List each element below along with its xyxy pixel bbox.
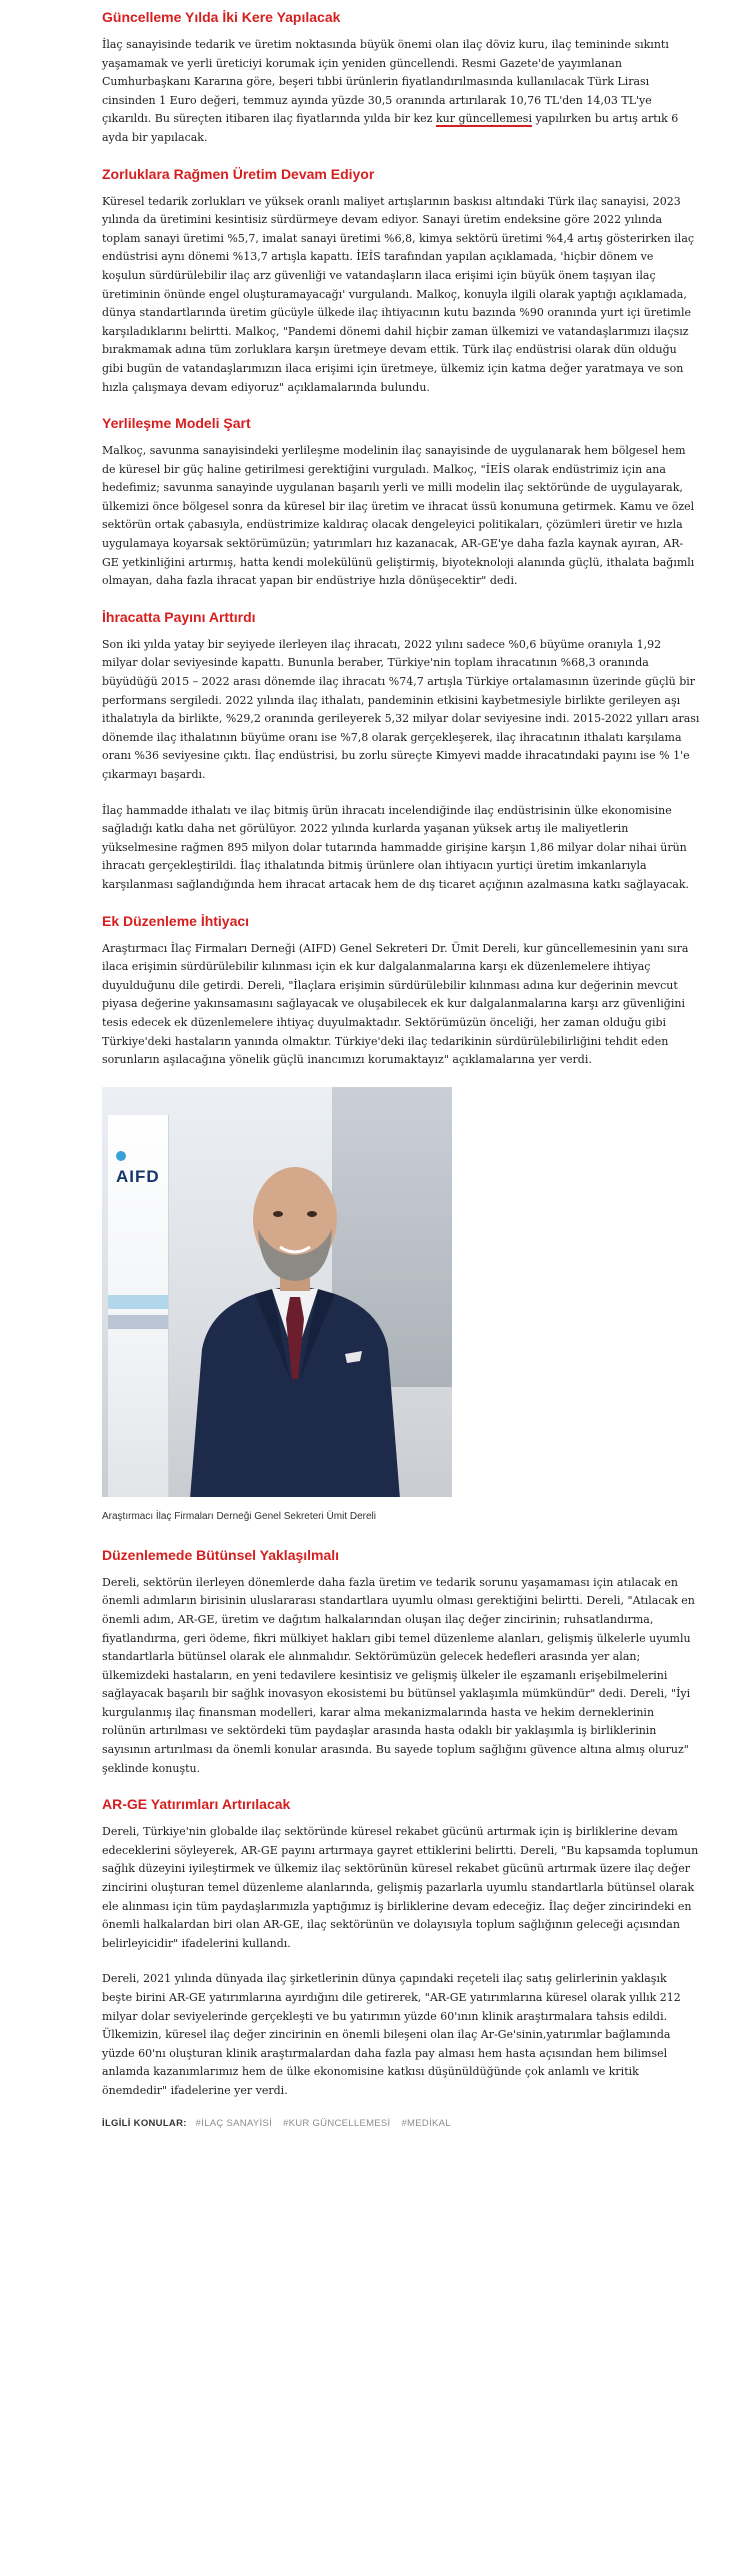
logo-dot-icon — [116, 1151, 126, 1161]
section-heading: AR-GE Yatırımları Artırılacak — [102, 1796, 291, 1813]
section-heading: Zorluklara Rağmen Üretim Devam Ediyor — [102, 165, 375, 182]
tag-link[interactable]: #İLAÇ SANAYİSİ — [195, 2117, 273, 2129]
article-figure — [102, 1087, 452, 1522]
paragraph: Dereli, Türkiye'nin globalde ilaç sektöründe küresel rekabet gücünü artırmak için iş birliklerine devam edeceklerini söyleyerek, AR-GE payını artırmaya gayret ettiklerini belirtti. Dereli, "Bu kapsamda toplumun sağlık düzeyini iyileştirmek ve ülkemiz ilaç sektörünün küresel rekabet gücünü artırmak üzere ilaç değer zincirini oluşturan temel düzenleme alanlarında, gelişmiş pazarlarla uyumlu standartlarla bütünsel olarak ele alınması için tüm paydaşlarımızla yaptığımız iş birliklerine devam edeceğiz. İlaç değer zincirindeki en önemli halkalardan biri olan AR-GE, ilaç sektörünün ve dolayısıyla toplum sağlığının geleceği açısından belirleyicidir" ifadelerini kullandı. — [102, 1825, 699, 1950]
figure-caption: Araştırmacı İlaç Firmaları Derneği Genel Sekreteri Ümit Dereli — [102, 1510, 376, 1522]
section-heading: İhracatta Payını Arttırdı — [102, 608, 256, 625]
section-heading: Yerlileşme Modeli Şart — [102, 415, 251, 432]
kur-guncellemesi-link[interactable]: kur güncellemesi — [435, 112, 532, 126]
paragraph: Küresel tedarik zorlukları ve yüksek oranlı maliyet artışlarının baskısı altındaki Türk ilaç sanayisi, 2023 yılında da üretimini kesintisiz sürdürmeye devam ediyor. Sanayi üretim endeksine göre 2022 yılında toplam sanayi üretimi %5,7, imalat sanayi üretimi %6,8, kimya sektörü üretimi %4,4 artış gösterirken ilaç endüstrisi aynı dönemi %13,7 artışla kapattı. İEİS tarafından yapılan açıklamada, 'hiçbir dönem ve koşulun sürdürülebilir ilaç arz güvenliği ve vatandaşların ilaca erişimi için büyük önem taşıyan ilaç üretiminin önünde engel oluşturamayacağı' vurgulandı. Malkoç, konuyla ilgili olarak yaptığı açıklamada, dünya standartlarında üretim gücüyle ülkede ilaç ihtiyacının kutu bazında %90 oranında yurt içi üretimle karşıladıklarını belirtti. Malkoç, "Pandemi dönemi dahil hiçbir zaman ülkemizi ve vatandaşlarımızı ilaçsız bırakmamak adına tüm zorluklara karşın üretmeye devam ettik. Türk ilaç endüstrisi olarak dün olduğu gibi bugün de vatandaşlarımızın ilaca erişimi için üretmeye, ülkemiz için katma değer yaratmaya ve son hızla çalışmaya devam ediyoruz" açıklamalarında bulundu. — [102, 194, 695, 394]
banner-stripe — [108, 1295, 168, 1309]
person-figure — [180, 1119, 410, 1497]
section-heading: Düzenlemede Bütünsel Yaklaşılmalı — [102, 1546, 340, 1563]
section-heading: Güncelleme Yılda İki Kere Yapılacak — [102, 9, 341, 25]
banner-stripe — [108, 1315, 168, 1329]
paragraph: Malkoç, savunma sanayisindeki yerlileşme modelinin ilaç sanayisinde de uygulanarak hem bölgesel hem de küresel bir güç haline getirilmesi gerektiğini vurguladı. Malkoç, "İEİS olarak endüstrimiz için ana hedefimiz; savunma sanayinde uygulanan başarılı yerli ve milli modelin ilaç sektöründe de uygulayarak, ülkemizi önce bölgesel sonra da küresel bir ilaç üretim ve ihracat üssü konumuna getirmek. Kamu ve özel sektörün ortak çabasıyla, endüstrimize kaldıraç olacak dengeleyici politikaları, çözümleri üretir ve hızla uygulamaya koyarsak sektörümüzün; yatırımları hız kazanacak, AR-GE'ye daha fazla kaynak ayıran, AR-GE yetkinliğini artırmış, hatta kendi molekülünü geliştirmiş, biyoteknoloji alanında güçlü, ithalata bağımlı olmayan, daha fazla ihracat yapan bir endüstriye hızla dönüşecektir" dedi. — [102, 444, 695, 588]
section-heading: Ek Düzenleme İhtiyacı — [102, 912, 250, 929]
paragraph: Dereli, 2021 yılında dünyada ilaç şirketlerinin dünya çapındaki reçeteli ilaç satış gelirlerinin yaklaşık beşte birini AR-GE yatırımlarına ayırdığını dile getirerek, "AR-GE yatırımlarına küresel olarak yıllık 212 milyar dolar seviyelerinde gerçekleşti ve bu yatırımın yüzde 60'ının klinik araştırmalara tahsis edildi. Ülkemizin, küresel ilaç değer zincirinin en önemli bileşeni olan ilaç Ar-Ge'sinin,yatırımlar bağlamında yüzde 60'nı oluşturan klinik araştırmalardan daha fazla pay alması hem hasta açısından hem bilimsel anlamda kazanımlarımız hem de ülke ekonomisine katkısı düşünüldüğünde çok anlamlı ve kritik önemdedir" ifadelerine yer verdi. — [102, 1972, 681, 2097]
aifd-logo: AIFD — [116, 1147, 168, 1187]
paragraph: İlaç hammadde ithalatı ve ilaç bitmiş ürün ihracatı incelendiğinde ilaç endüstrisinin ülke ekonomisine sağladığı katkı daha net görülüyor. 2022 yılında kurlarda yaşanan yüksek artış ile maliyetlerin yükselmesine rağmen 895 milyon dolar tutarında hammadde girişine karşın 1,86 milyar dolar nihai ürün ihracatı gerçekleştirildi. İlaç ithalatında bitmiş ürünlere olan ihtiyacın yurtiçi üretim imkanlarıyla karşılanması sağlandığında hem ihracat artacak hem de dış ticaret açığının azalmasına katkı sağlayacak. — [102, 803, 690, 891]
paragraph — [102, 36, 700, 148]
related-topics-label: İLGİLİ KONULAR: — [102, 2117, 187, 2129]
tag-link[interactable]: #KUR GÜNCELLEMESİ — [282, 2117, 391, 2129]
aifd-banner — [108, 1115, 169, 1497]
paragraph-text: yapılırken bu artış artık 6 ayda bir yapılacak. — [102, 112, 679, 144]
paragraph: Araştırmacı İlaç Firmaları Derneği (AIFD) Genel Sekreteri Dr. Ümit Dereli, kur güncellemesinin yanı sıra ilaca erişimin sürdürülebilir kılınması için ek kur dalgalanmalarına karşı ek düzenlemelere ihtiyaç duyulduğunu dile getirdi. Dereli, "İlaçlara erişimin sürdürülebilir kılınması adına kur değerinin mevcut piyasa değerine yakınsamasını sağlayacak ve oluşabilecek ek kur dalgalanmalarına karşı arz güvenliğini tesis edecek ek düzenlemelere ihtiyaç duyulmaktadır. Sektörümüzün önceliği, her zaman olduğu gibi Türkiye'deki hastaların yanında olmaktır. Türkiye'deki ilaç tedarikinin sürdürülebilirliğini tehdit eden sorunların aşılacağına yönelik güçlü inancımızı korumaktayız" açıklamalarına yer verdi. — [102, 941, 689, 1067]
paragraph: Son iki yılda yatay bir seyiyede ilerleyen ilaç ihracatı, 2022 yılını sadece %0,6 büyüme oranıyla 1,92 milyar dolar seviyesinde kapattı. Bununla beraber, Türkiye'nin toplam ihracatının %68,3 oranında büyüdüğü 2015 – 2022 arası dönemde ilaç ihracatı %74,7 artışla Türkiye ortalamasının üzerinde güçlü bir performans sergiledi. 2022 yılında ilaç ithalatı, pandeminin etkisini kaybetmesiyle birlikte gerileyen aşı ithalatıyla da birlikte, %29,2 oranında gerileyerek 5,32 milyar dolar seviyesine indi. 2015-2022 yılları arası dönemde ilaç ithalatının büyüme oranı ise %7,8 olarak gerçekleşerek, ilaç ihracatının ithalatı karşılama oranı %36 seviyesine çıktı. İlaç endüstrisi, bu zorlu süreçte Kimyevi madde ihracatındaki payını ise % 1'e çıkarmayı başardı. — [102, 637, 700, 781]
paragraph-text: İlaç sanayisinde tedarik ve üretim noktasında büyük önemi olan ilaç döviz kuru, ilaç temininde sıkıntı yaşamamak ve yerli üreticiyi korumak için yeniden güncellendi. Resmi Gazete'de yayımlanan Cumhurbaşkanı Kararına göre, beşeri tıbbi ürünlerin fiyatlandırılmasında kullanılacak Türk Lirası cinsinden 1 Euro değeri, temmuz ayında yüzde 30,5 oranında artırılarak 10,76 TL'den 14,03 TL'ye çıkarıldı. Bu süreçten itibaren ilaç fiyatlarında yılda bir kez — [102, 38, 669, 126]
paragraph: Dereli, sektörün ilerleyen dönemlerde daha fazla üretim ve tedarik sorunu yaşamaması için atılacak en önemli adımların birisinin uluslararası standartlara uyumlu olması gerektiğini belirtti. Dereli, "Atılacak en önemli adım, AR-GE, üretim ve dağıtım halkalarından oluşan ilaç değer zincirinin; ruhsatlandırma, fiyatlandırma, geri ödeme, fikri mülkiyet hakları gibi temel düzenleme alanları, gelişmiş ülkelerle uyumlu standartlarla bütünsel olarak ele alınmalıdır. Sektörümüzün gelecek hedefleri arasında yer alan; ülkemizdeki hastaların, en yeni tedavilere kesintisiz ve gelişmiş ülkeler ile eşzamanlı erişebilmelerini sağlayacak başarılı bir sağlık inovasyon ekosistemi bu bütünsel yaklaşımla mümkündür" dedi. Dereli, "İyi kurgulanmış ilaç finansman modelleri, karar alma mekanizmalarında hasta ve hekim derneklerinin rolünün artırılması ve sektördeki tüm paydaşlar arasında hasta odaklı bir yaklaşımla iş birliklerinin sayısının artırılması da önemli konular arasında. Bu sayede toplum sağlığını güvence altına almış oluruz" şeklinde konuştu. — [102, 1575, 695, 1775]
tag-link[interactable]: #MEDİKAL — [401, 2117, 451, 2129]
related-topics — [102, 2118, 700, 2129]
portrait-photo[interactable] — [102, 1087, 452, 1497]
